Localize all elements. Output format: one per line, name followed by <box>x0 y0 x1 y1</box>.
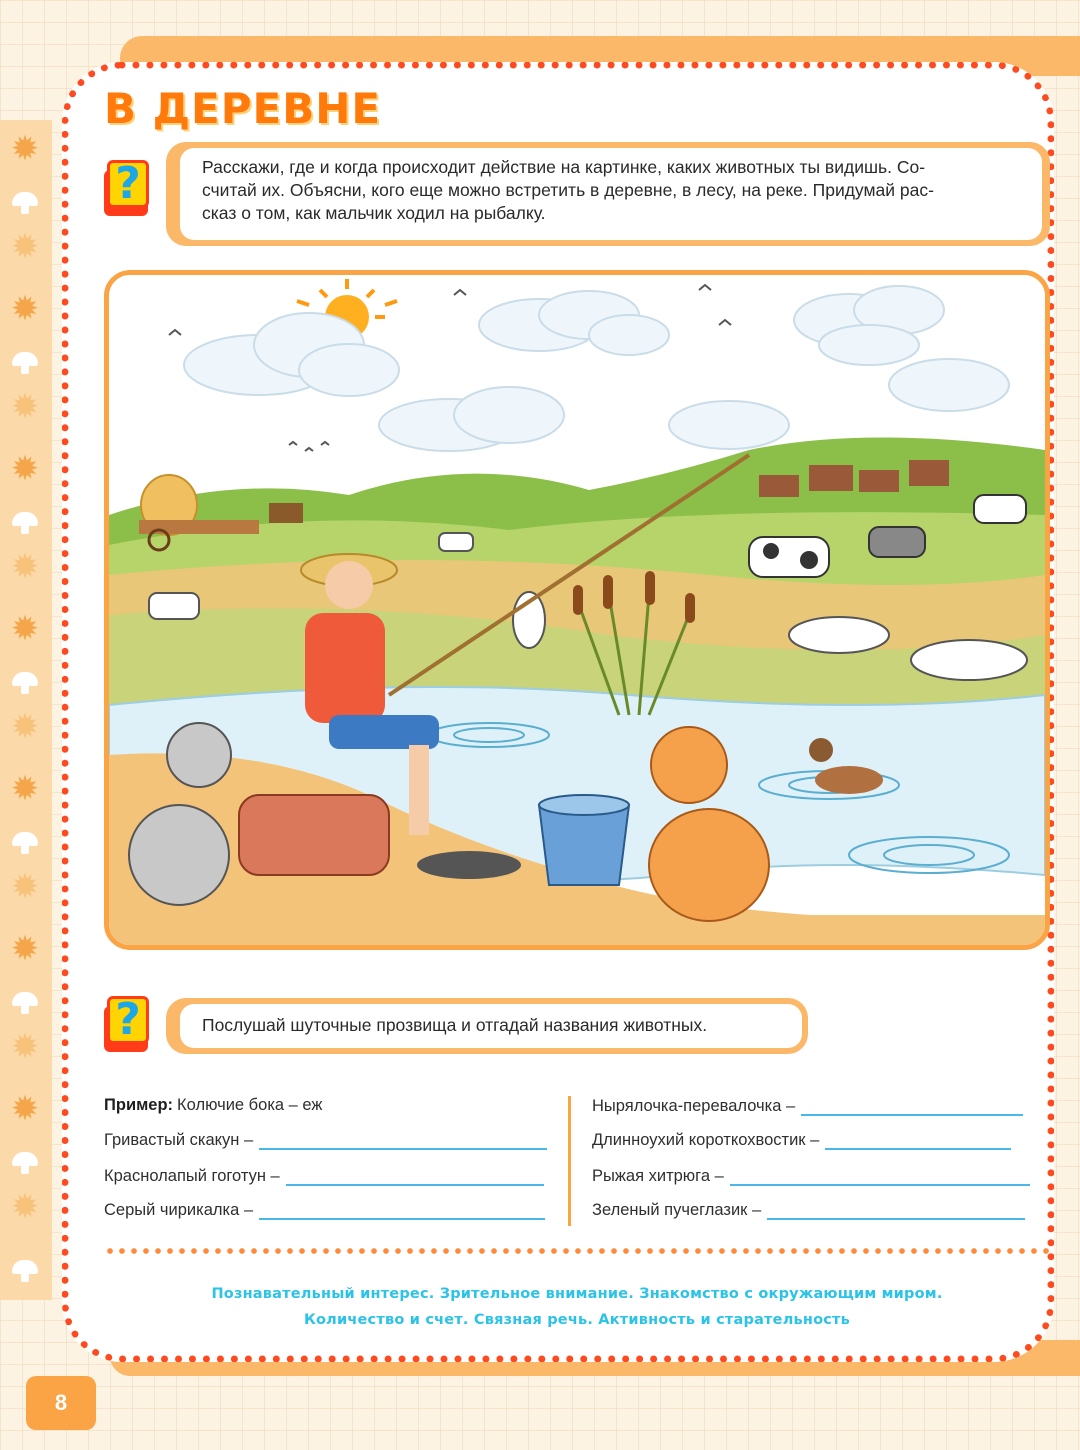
leaf-icon: ✹ <box>10 129 40 169</box>
riddle-text: Зеленый пучеглазик – <box>592 1201 762 1219</box>
leaf-icon: ✹ <box>10 707 40 747</box>
mushroom-icon <box>12 512 38 534</box>
answer-row <box>592 1200 1025 1220</box>
leaf-icon: ✹ <box>10 1027 40 1067</box>
task1-text <box>180 148 1042 240</box>
answer-row <box>592 1166 1030 1186</box>
riddle-text: Краснолапый гоготун – <box>104 1167 280 1185</box>
riddle-text: Длинноухий короткохвостик – <box>592 1131 820 1149</box>
leaf-icon: ✹ <box>10 227 40 267</box>
riddle-text: Рыжая хитрюга – <box>592 1167 724 1185</box>
answer-row <box>592 1096 1023 1116</box>
leaf-icon: ✹ <box>10 387 40 427</box>
leaf-icon: ✹ <box>10 867 40 907</box>
answer-row <box>104 1130 547 1150</box>
page-title: В ДЕРЕВНЕ <box>104 84 382 133</box>
riddle-text: Гривастый скакун – <box>104 1131 254 1149</box>
task1-line: считай их. Объясни, кого еще можно встретить в деревне, в лесу, на реке. Придумай рас- <box>202 180 934 200</box>
village-illustration <box>104 270 1050 950</box>
task1-line: сказ о том, как мальчик ходил на рыбалку. <box>202 203 546 223</box>
example-label: Пример: <box>104 1096 174 1114</box>
example-row <box>104 1096 322 1115</box>
page-number: 8 <box>26 1376 96 1430</box>
mushroom-icon <box>12 1260 38 1282</box>
bucket-icon <box>539 795 629 885</box>
mushroom-icon <box>12 992 38 1014</box>
answer-row <box>104 1200 545 1220</box>
answer-line[interactable] <box>259 1130 547 1150</box>
leaf-icon: ✹ <box>10 449 40 489</box>
answer-line[interactable] <box>801 1096 1023 1116</box>
answer-line[interactable] <box>286 1166 544 1186</box>
leaf-icon: ✹ <box>10 547 40 587</box>
footer-line-1: Познавательный интерес. Зрительное внимание. Знакомство с окружающим миром. <box>211 1286 943 1302</box>
leaf-icon: ✹ <box>10 769 40 809</box>
footer-line-2: Количество и счет. Связная речь. Активность и старательность <box>303 1312 851 1328</box>
mushroom-icon <box>12 352 38 374</box>
left-decorative-strip <box>0 120 52 1300</box>
answer-line[interactable] <box>825 1130 1011 1150</box>
leaf-icon: ✹ <box>10 609 40 649</box>
question-icon-2: ? <box>104 996 152 1054</box>
leaf-icon: ✹ <box>10 929 40 969</box>
village-scene-image <box>109 275 1045 945</box>
column-divider <box>568 1096 571 1226</box>
answer-line[interactable] <box>767 1200 1025 1220</box>
answer-line[interactable] <box>259 1200 545 1220</box>
mushroom-icon <box>12 832 38 854</box>
leaf-icon: ✹ <box>10 1187 40 1227</box>
task1-line: Расскажи, где и когда происходит действие на картинке, каких животных ты видишь. Со- <box>202 157 926 177</box>
riddle-text: Серый чирикалка – <box>104 1201 254 1219</box>
dotted-divider <box>104 1248 1050 1254</box>
mushroom-icon <box>12 192 38 214</box>
answer-line[interactable] <box>730 1166 1030 1186</box>
riddle-text: Нырялочка-перевалочка – <box>592 1097 796 1115</box>
answer-row <box>592 1130 1011 1150</box>
task2-text: Послушай шуточные прозвища и отгадай названия животных. <box>180 1004 802 1048</box>
mushroom-icon <box>12 672 38 694</box>
answer-row <box>104 1166 544 1186</box>
question-icon: ? <box>104 160 152 218</box>
leaf-icon: ✹ <box>10 289 40 329</box>
example-text: Колючие бока – еж <box>177 1096 323 1114</box>
leaf-icon: ✹ <box>10 1089 40 1129</box>
mushroom-icon <box>12 1152 38 1174</box>
